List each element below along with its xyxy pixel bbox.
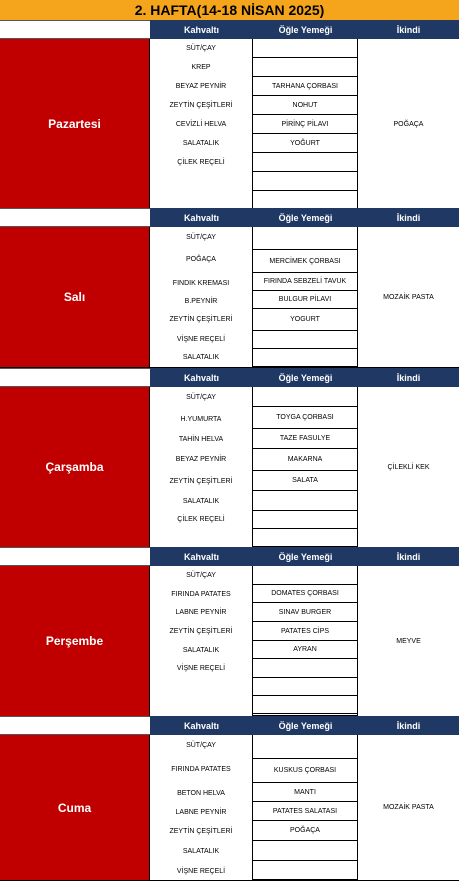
ogle-item — [253, 659, 357, 678]
ogle-item: TAZE FASULYE — [253, 429, 357, 449]
ogle-item — [253, 39, 357, 58]
kahvalti-item: BEYAZ PEYNİR — [175, 83, 227, 90]
day-name: Çarşamba — [0, 387, 150, 547]
kahvalti-column — [150, 735, 253, 880]
ogle-item — [253, 58, 357, 77]
header-blank — [0, 20, 150, 39]
kahvalti-item: ZEYTİN ÇEŞİTLERİ — [169, 477, 233, 485]
ogle-item — [253, 387, 357, 407]
ogle-item — [253, 696, 357, 714]
ogle-item: DOMATES ÇORBASI — [253, 585, 357, 603]
header-ogle: Öğle Yemeği — [278, 720, 333, 731]
kahvalti-item: SÜT/ÇAY — [186, 741, 216, 749]
kahvalti-item: VİŞNE REÇELİ — [176, 665, 226, 672]
ogle-item — [253, 172, 357, 191]
ogle-item: PİRİNÇ PİLAVI — [253, 115, 357, 134]
column-header-row — [0, 368, 459, 387]
ogle-item — [253, 349, 357, 367]
kahvalti-item: SALATALIK — [182, 647, 220, 654]
kahvalti-item: VİŞNE REÇELİ — [176, 335, 226, 343]
kahvalti-item: SÜT/ÇAY — [186, 572, 216, 579]
ogle-item: SINAV BURGER — [253, 603, 357, 622]
page-title: 2. HAFTA(14-18 NİSAN 2025) — [0, 0, 459, 21]
day-name: Pazartesi — [0, 39, 150, 209]
ogle-item — [253, 331, 357, 349]
header-ikindi: İkindi — [396, 212, 421, 223]
ogle-item: MANTI — [253, 783, 357, 802]
ogle-item: MAKARNA — [253, 449, 357, 471]
ogle-item — [253, 861, 357, 880]
header-ikindi: İkindi — [396, 551, 421, 562]
ogle-item — [253, 841, 357, 861]
kahvalti-item: SALATALIK — [182, 353, 220, 361]
header-blank — [0, 547, 150, 566]
header-ikindi: İkindi — [396, 24, 421, 35]
column-header-row — [0, 20, 459, 39]
kahvalti-item: SÜT/ÇAY — [186, 233, 216, 241]
ogle-item: PATATES CİPS — [253, 622, 357, 641]
ogle-item: TOYGA ÇORBASI — [253, 407, 357, 429]
header-kahvalti: Kahvaltı — [183, 24, 219, 35]
ogle-column — [253, 227, 358, 367]
day-block-2 — [0, 208, 459, 367]
header-kahvalti: Kahvaltı — [183, 720, 219, 731]
day-block-1 — [0, 20, 459, 209]
ogle-item: PATATES SALATASI — [253, 802, 357, 821]
ogle-item — [253, 227, 357, 250]
ikindi-item: POĞAÇA — [393, 120, 424, 128]
ogle-column — [253, 566, 358, 716]
kahvalti-item: FIRINDA PATATES — [171, 591, 231, 598]
kahvalti-column — [150, 566, 253, 716]
kahvalti-item: POĞAÇA — [186, 255, 216, 263]
kahvalti-item: FIRINDA PATATES — [171, 765, 231, 773]
kahvalti-item: KREP — [191, 64, 211, 71]
header-kahvalti: Kahvaltı — [183, 551, 219, 562]
header-blank — [0, 208, 150, 227]
day-name: Cuma — [0, 735, 150, 880]
header-blank — [0, 716, 150, 735]
header-ogle: Öğle Yemeği — [278, 551, 333, 562]
header-ikindi: İkindi — [396, 372, 421, 383]
ikindi-item: ÇİLEKLİ KEK — [387, 463, 430, 471]
kahvalti-item: FINDIK KREMASI — [172, 279, 230, 287]
kahvalti-item: SALATALIK — [182, 140, 220, 147]
ogle-item — [253, 678, 357, 696]
header-kahvalti: Kahvaltı — [183, 212, 219, 223]
day-block-5 — [0, 716, 459, 880]
header-ogle: Öğle Yemeği — [278, 24, 333, 35]
day-name: Salı — [0, 227, 150, 367]
kahvalti-item: ZEYTİN ÇEŞİTLERİ — [169, 628, 233, 635]
ikindi-item: MOZAİK PASTA — [383, 293, 434, 301]
header-ikindi: İkindi — [396, 720, 421, 731]
ogle-item: YOGURT — [253, 309, 357, 331]
kahvalti-item: TAHİN HELVA — [178, 435, 224, 443]
header-ogle: Öğle Yemeği — [278, 372, 333, 383]
day-block-3 — [0, 368, 459, 547]
kahvalti-item: H.YUMURTA — [180, 415, 222, 423]
ogle-item — [253, 191, 357, 209]
ogle-column — [253, 387, 358, 547]
ogle-item: AYRAN — [253, 641, 357, 659]
header-ogle: Öğle Yemeği — [278, 212, 333, 223]
ogle-item: KUSKUS ÇORBASI — [253, 759, 357, 783]
ogle-item: YOĞURT — [253, 134, 357, 153]
column-header-row — [0, 716, 459, 735]
kahvalti-item: CEVİZLİ HELVA — [175, 121, 227, 128]
ogle-item — [253, 511, 357, 529]
ogle-item: SALATA — [253, 471, 357, 491]
ogle-item: NOHUT — [253, 96, 357, 115]
kahvalti-column — [150, 387, 253, 547]
day-body — [0, 566, 459, 716]
kahvalti-item: SALATALIK — [182, 497, 220, 505]
day-body — [0, 735, 459, 880]
kahvalti-item: VİŞNE REÇELİ — [176, 867, 226, 875]
ogle-item — [253, 566, 357, 585]
kahvalti-column — [150, 39, 253, 209]
kahvalti-item: LABNE PEYNİR — [175, 609, 227, 616]
kahvalti-item: LABNE PEYNİR — [175, 808, 227, 816]
ogle-item: POĞAÇA — [253, 821, 357, 841]
kahvalti-column — [150, 227, 253, 367]
ogle-item: BULGUR PİLAVI — [253, 291, 357, 309]
kahvalti-item: ÇİLEK REÇELİ — [177, 515, 225, 523]
ogle-item: MERCİMEK ÇORBASI — [253, 250, 357, 273]
kahvalti-item: BETON HELVA — [177, 789, 225, 797]
ikindi-item: MOZAİK PASTA — [383, 804, 434, 811]
ogle-item — [253, 491, 357, 511]
kahvalti-item: ZEYTİN ÇEŞİTLERİ — [169, 315, 233, 323]
day-block-4 — [0, 547, 459, 716]
kahvalti-item: ZEYTİN ÇEŞİTLERİ — [169, 102, 233, 109]
day-name: Perşembe — [0, 566, 150, 716]
kahvalti-item: B.PEYNİR — [184, 297, 218, 305]
ogle-item — [253, 153, 357, 172]
kahvalti-item: ÇİLEK REÇELİ — [177, 159, 225, 166]
kahvalti-item: SÜT/ÇAY — [186, 393, 216, 401]
kahvalti-item: SALATALIK — [182, 847, 220, 855]
kahvalti-item: ZEYTİN ÇEŞİTLERİ — [169, 827, 233, 835]
column-header-row — [0, 547, 459, 566]
ogle-column — [253, 39, 358, 209]
ogle-item: TARHANA ÇORBASI — [253, 77, 357, 96]
ogle-item — [253, 735, 357, 759]
ogle-column — [253, 735, 358, 880]
header-blank — [0, 368, 150, 387]
ogle-item — [253, 529, 357, 547]
kahvalti-item: SÜT/ÇAY — [186, 45, 216, 52]
ikindi-item: MEYVE — [396, 637, 421, 645]
day-body — [0, 387, 459, 547]
header-kahvalti: Kahvaltı — [183, 372, 219, 383]
day-body — [0, 39, 459, 209]
column-header-row — [0, 208, 459, 227]
ogle-item: FIRINDA SEBZELİ TAVUK — [253, 273, 357, 291]
day-body — [0, 227, 459, 367]
kahvalti-item: BEYAZ PEYNİR — [175, 455, 227, 463]
